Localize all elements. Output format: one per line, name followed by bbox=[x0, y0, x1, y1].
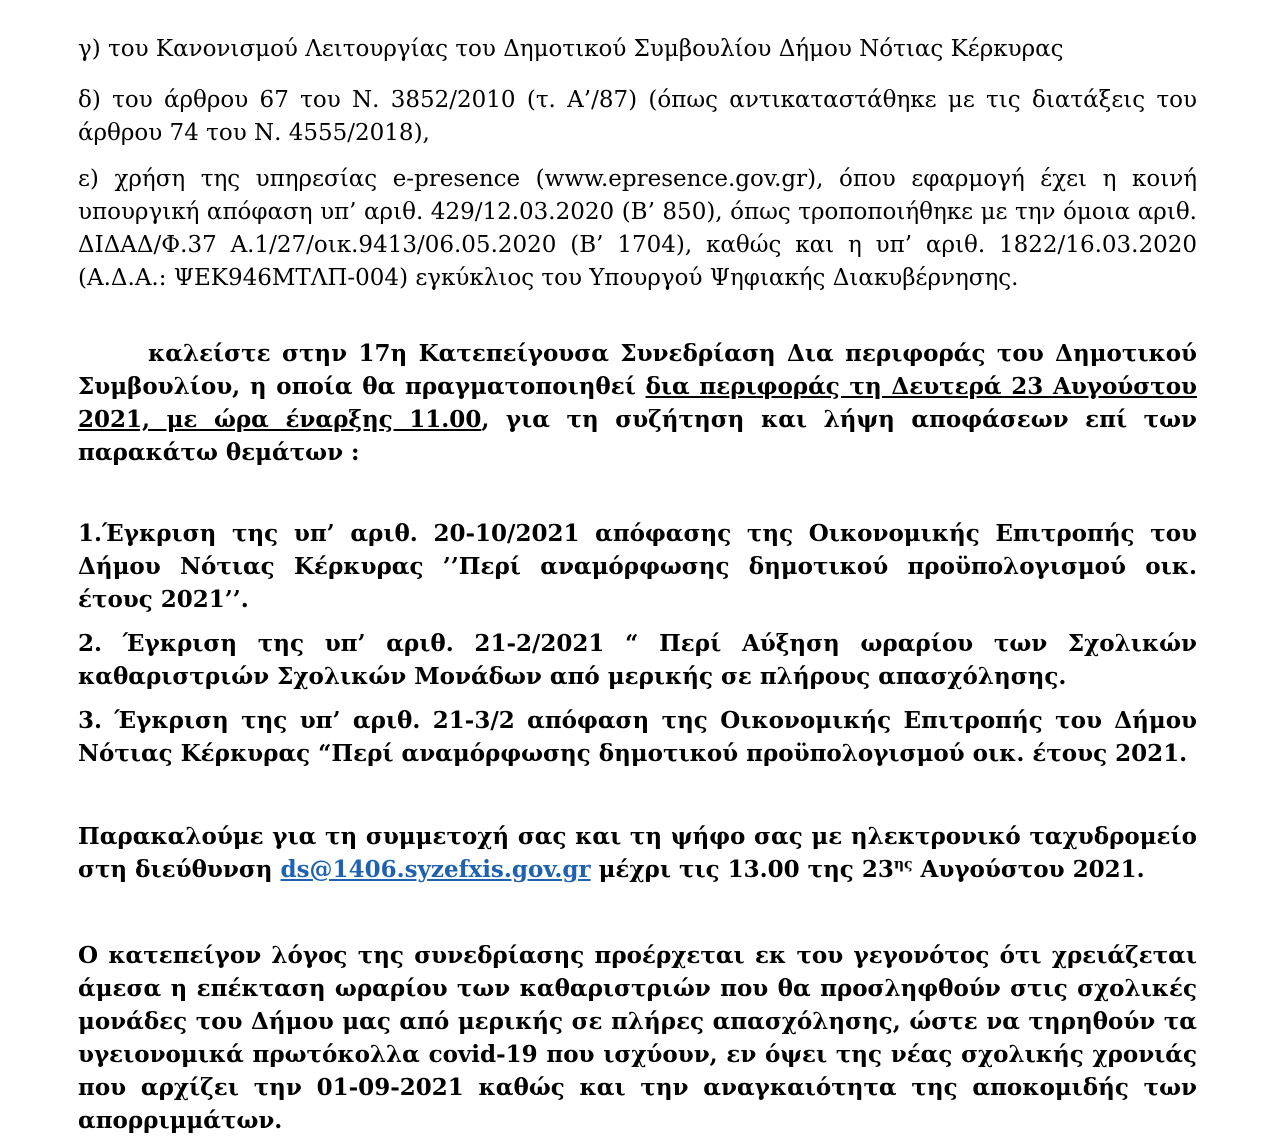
text-segment: Ο κατεπείγον λόγος της συνεδρίασης προέρχεται εκ του γεγονότος ότι χρειάζεται άμεσα η επέκταση ωραρίου των καθαριστριών που θα προσληφθούν στις σχολικές μονάδες του Δήμου μας από μερικής σε πλήρες απασχόλησης, ώστε να τηρηθούν τα υγειονομικά πρωτόκολλα covid-19 που ισχύουν, εν όψει της νέας σχολικής χρονιάς που αρχίζει την 01-09-2021 καθώς και την αναγκαιότητα της αποκομιδής των απορριμμάτων. bbox=[78, 942, 1197, 1134]
par-invite bbox=[78, 337, 1197, 469]
par-item-2 bbox=[78, 627, 1197, 693]
text-segment: 2. Έγκριση της υπ’ αριθ. 21-2/2021 “ Περί Αύξηση ωραρίου των Σχολικών καθαριστριών Σχολικών Μονάδων από μερικής σε πλήρους απασχόλησης. bbox=[78, 630, 1197, 690]
ordinal-superscript-text: ης bbox=[893, 856, 913, 873]
par-gamma bbox=[78, 33, 1197, 66]
par-urgency bbox=[78, 939, 1197, 1137]
text-segment: 3. Έγκριση της υπ’ αριθ. 21-3/2 απόφαση της Οικονομικής Επιτροπής του Δήμου Νότιας Κέρκυρας “Περί αναμόρφωσης δημοτικού προϋπολογισμού οικ. έτους 2021. bbox=[78, 707, 1197, 767]
text-segment: 1.Έγκριση της υπ’ αριθ. 20-10/2021 απόφασης της Οικονομικής Επιτροπής του Δήμου Νότιας Κέρκυρας ’’Περί αναμόρφωσης δημοτικού προϋπολογισμού οικ. έτους 2021’’. bbox=[78, 520, 1197, 613]
text-segment: , για τη συζήτηση και λήψη αποφάσεων επί των παρακάτω θεμάτων : bbox=[78, 406, 1197, 466]
par-delta bbox=[78, 84, 1197, 150]
text-segment: γ) του Κανονισμού Λειτουργίας του Δημοτικού Συμβουλίου Δήμου Νότιας Κέρκυρας bbox=[78, 36, 1064, 62]
par-item-1 bbox=[78, 517, 1197, 616]
text-segment: Παρακαλούμε για τη συμμετοχή σας και τη ψήφο σας με ηλεκτρονικό ταχυδρομείο στη διεύθυνση bbox=[78, 823, 1197, 883]
text-segment: ε) χρήση της υπηρεσίας e-presence (www.epresence.gov.gr), όπου εφαρμογή έχει η κοινή υπουργική απόφαση υπ’ αριθ. 429/12.03.2020 (Β’ 850), όπως τροποποιήθηκε με την όμοια αριθ. ΔΙΔΑΔ/Φ.37 Α.1/27/οικ.9413/06.05.2020 (Β’ 1704), καθώς και η υπ’ αριθ. 1822/16.03.2020 (Α.Δ.Α.: ΨΕΚ946ΜΤΛΠ-004) εγκύκλιος του Υπουργού Ψηφιακής Διακυβέρνησης. bbox=[78, 166, 1197, 291]
par-request bbox=[78, 820, 1197, 886]
text-segment: καλείστε στην 17η Κατεπείγουσα Συνεδρίαση Δια περιφοράς του Δημοτικού Συμβουλίου, η οποία θα πραγματοποιηθεί bbox=[78, 340, 1197, 400]
meeting-date-underlined-text: δια περιφοράς τη Δευτερά 23 Αυγούστου 2021, με ώρα έναρξης 11.00 bbox=[78, 373, 1197, 433]
text-segment: δ) του άρθρου 67 του Ν. 3852/2010 (τ. Α’/87) (όπως αντικαταστάθηκε με τις διατάξεις του άρθρου 74 του Ν. 4555/2018), bbox=[78, 87, 1197, 146]
par-epsilon bbox=[78, 163, 1197, 295]
email-link[interactable]: ds@1406.syzefxis.gov.gr bbox=[280, 856, 591, 883]
text-segment: μέχρι τις 13.00 της 23 bbox=[590, 856, 894, 883]
par-item-3 bbox=[78, 704, 1197, 770]
text-segment: Αυγούστου 2021. bbox=[912, 856, 1145, 883]
